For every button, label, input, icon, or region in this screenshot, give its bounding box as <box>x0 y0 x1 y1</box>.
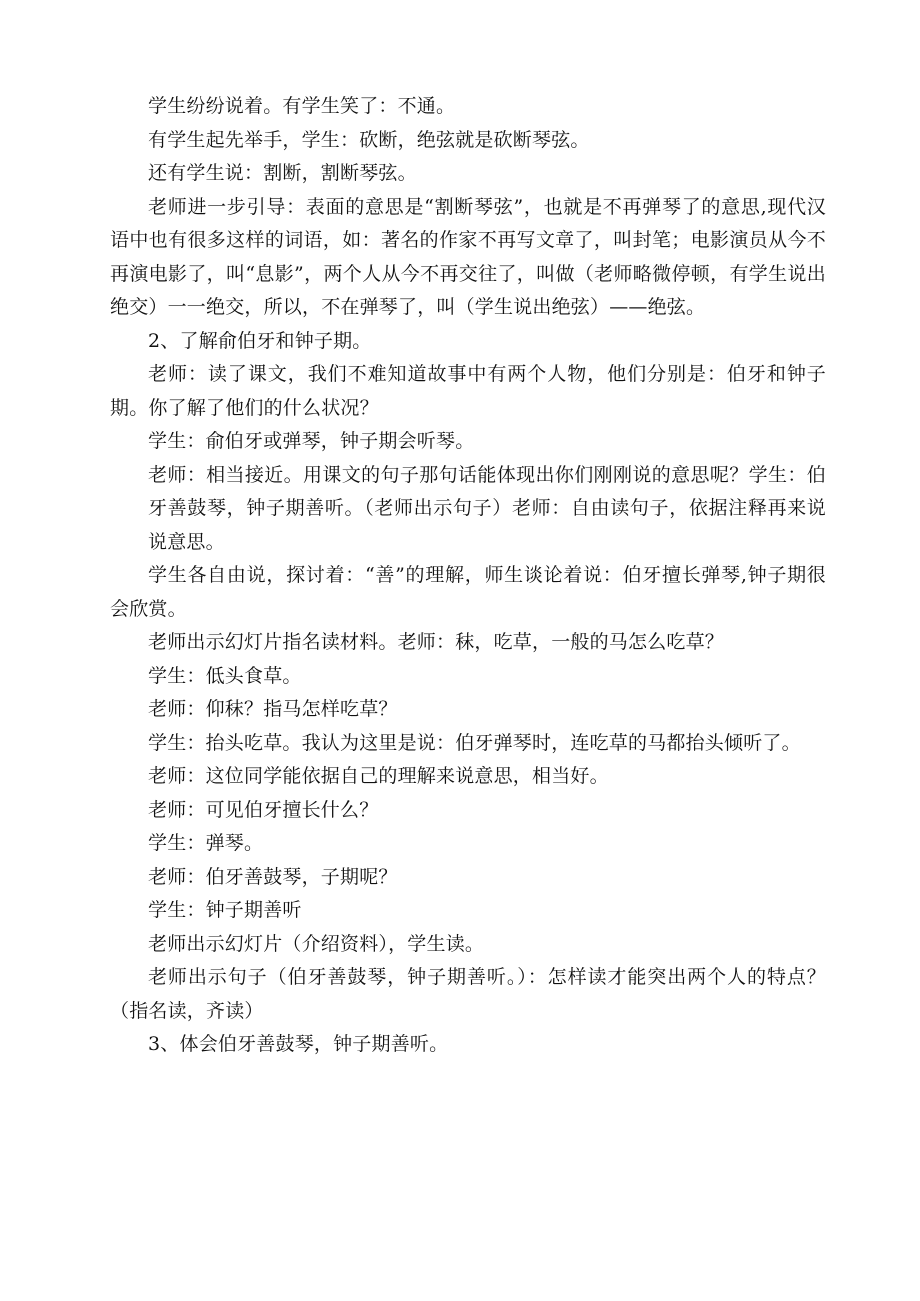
paragraph: 有学生起先举手，学生：砍断，绝弦就是砍断琴弦。 <box>148 128 590 151</box>
paragraph: 老师进一步引导：表面的意思是“割断琴弦”，也就是不再弹琴了的意思,现代汉语中也有很多这样的词语，如：著名的作家不再写文章了，叫封笔；电影演员从今不再演电影了，叫“息影”，两个人从今不再交往了，叫做（老师略微停顿，有学生说出绝交）一一绝交，所以，不在弹琴了，叫（学生说出绝弦）——绝弦。 <box>110 195 826 318</box>
paragraph: 学生：俞伯牙或弹琴，钟子期会听琴。 <box>148 430 475 452</box>
paragraph: 学生：低头食草。 <box>148 664 302 687</box>
paragraph: 还有学生说：割断，割断琴弦。 <box>148 162 417 184</box>
paragraph: 老师：相当接近。用课文的句子那句话能体现出你们刚刚说的意思呢？学生：伯牙善鼓琴，钟子期善听。（老师出示句子）老师：自由读句子，依据注释再来说说意思。 <box>148 463 826 553</box>
paragraph: 老师出示句子（伯牙善鼓琴，钟子期善听。）：怎样读才能突出两个人的特点？（指名读，齐读） <box>110 966 826 1022</box>
paragraph: 老师：读了课文，我们不难知道故事中有两个人物，他们分别是：伯牙和钟子期。你了解了他们的什么状况？ <box>110 363 826 419</box>
document-body <box>110 90 826 1062</box>
paragraph: 老师：仰秣？指马怎样吃草？ <box>148 698 398 720</box>
paragraph: 老师出示幻灯片指名读材料。老师：秣，吃草，一般的马怎么吃草？ <box>148 631 725 653</box>
paragraph: 学生：钟子期善听 <box>148 899 302 921</box>
paragraph: 老师：可见伯牙擅长什么？ <box>148 798 379 821</box>
paragraph: 学生：抬头吃草。我认为这里是说：伯牙弹琴时，连吃草的马都抬头倾听了。 <box>148 731 801 754</box>
section-heading: 3、体会伯牙善鼓琴，钟子期善听。 <box>148 1033 449 1055</box>
paragraph: 学生各自由说，探讨着：“善”的理解，师生谈论着说：伯牙擅长弹琴,钟子期很会欣赏。 <box>110 564 826 620</box>
paragraph: 老师出示幻灯片（介绍资料），学生读。 <box>148 932 485 955</box>
paragraph: 老师：这位同学能依据自己的理解来说意思，相当好。 <box>148 765 609 787</box>
section-heading: 2、了解俞伯牙和钟子期。 <box>148 329 372 352</box>
paragraph: 老师：伯牙善鼓琴，子期呢？ <box>148 865 398 888</box>
paragraph: 学生纷纷说着。有学生笑了：不通。 <box>148 95 456 117</box>
paragraph: 学生：弹琴。 <box>148 832 264 854</box>
